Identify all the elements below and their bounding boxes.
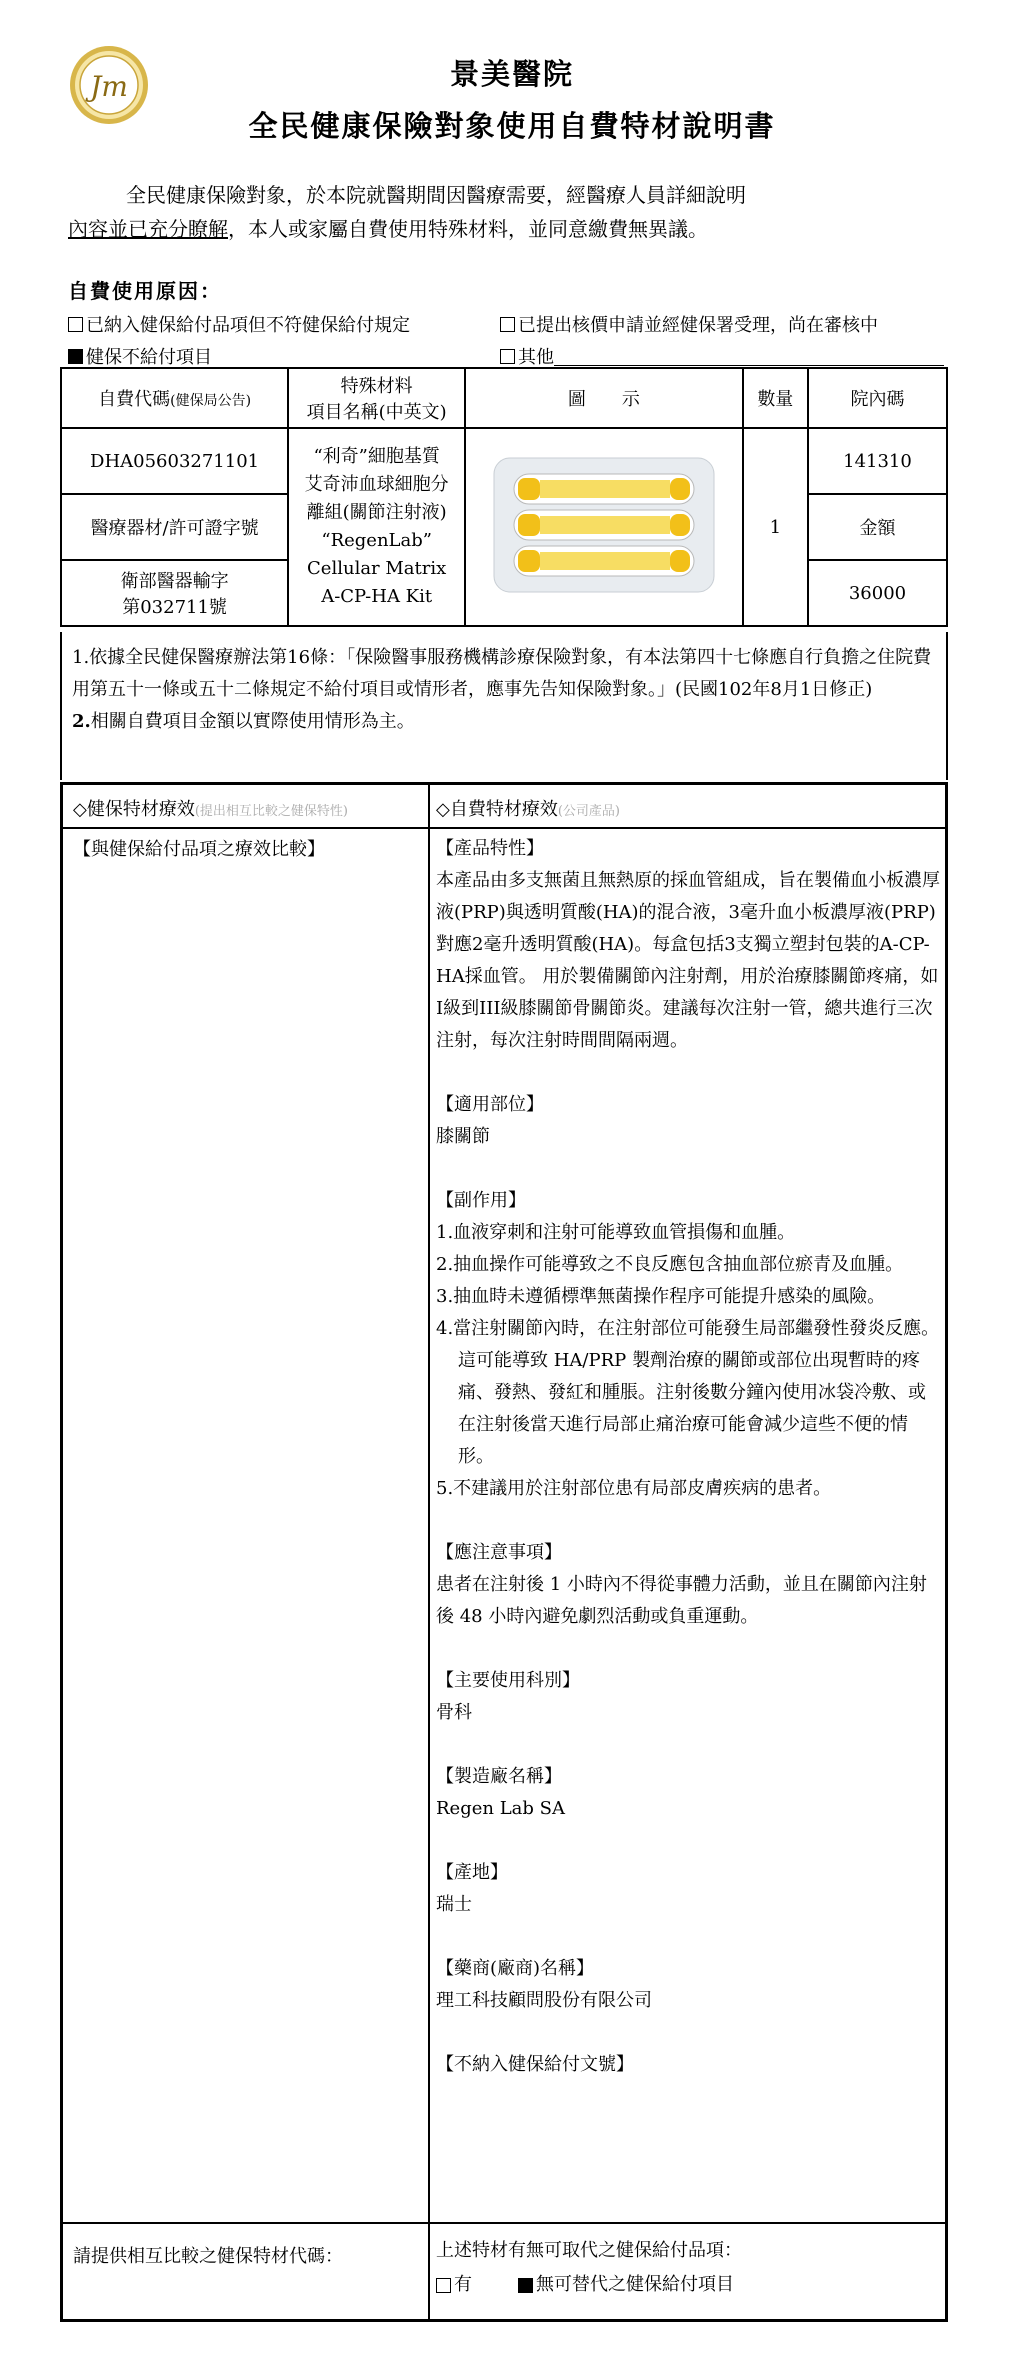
manufacturer-text: Regen Lab SA (436, 1798, 565, 1819)
substitute-option-yes[interactable]: 有 (436, 2269, 472, 2301)
header-code: 自費代碼(健保局公告) (61, 368, 288, 428)
header-qty: 數量 (743, 368, 808, 428)
intro-paragraph (68, 178, 958, 246)
caution-title: 【應注意事項】 (436, 1542, 562, 1563)
self-pay-effect-body (436, 833, 941, 2081)
hospital-name: 景美醫院 (449, 57, 574, 91)
qty-value: 1 (743, 428, 808, 626)
reason-heading: 自費使用原因： (68, 279, 222, 303)
intro-underlined: 內容並已充分瞭解 (68, 217, 228, 241)
header-image: 圖 示 (465, 368, 742, 428)
checkbox-unchecked[interactable] (436, 2278, 451, 2293)
vial-1 (514, 474, 694, 504)
department-text: 骨科 (436, 1702, 472, 1723)
note-1: 1.依據全民健保醫療辦法第16條：「保險醫事服務機構診療保險對象，有本法第四十七條應自行負擔之住院費用第五十一條或五十二條規定不給付項目或情形者，應事先告知保險對象。」(民國102年8月1日修正) (72, 647, 932, 700)
site-text: 膝關節 (436, 1126, 490, 1147)
features-title: 【產品特性】 (436, 838, 544, 859)
features-text: 本產品由多支無菌且無熱原的採血管組成，旨在製備血小板濃厚液(PRP)與透明質酸(HA)的混合液，3毫升血小板濃厚液(PRP)對應2毫升透明質酸(HA)。每盒包括3支獨立塑封包裝的A-CP-HA採血管。 用於製備關節內注射劑，用於治療膝關節疼痛，如I級到III級膝關節骨關節炎。建議每次注射一管，總共進行三次注射，每次注射時間間隔兩週。 (436, 870, 940, 1051)
notes-section (60, 632, 948, 780)
checkbox-checked[interactable] (68, 349, 83, 364)
amount-label: 金額 (808, 494, 947, 560)
intro-line-1: 全民健康保險對象，於本院就醫期間因醫療需要，經醫療人員詳細說明 (126, 183, 746, 207)
agent-text: 理工科技顧問股份有限公司 (436, 1990, 652, 2011)
checkbox-unchecked[interactable] (500, 349, 515, 364)
substitute-option-none[interactable]: 無可替代之健保給付項目 (518, 2269, 734, 2301)
caution-text: 患者在注射後 1 小時內不得從事體力活動，並且在關節內注射後 48 小時內避免劇烈活動或負重運動。 (436, 1574, 927, 1627)
column-divider (428, 785, 430, 2319)
site-title: 【適用部位】 (436, 1094, 544, 1115)
vial-2 (514, 510, 694, 540)
document-title: 全民健康保險對象使用自費特材說明書 (248, 109, 776, 143)
origin-title: 【產地】 (436, 1862, 508, 1883)
side-effect-item: 4.當注射關節內時，在注射部位可能發生局部繼發性發炎反應。這可能導致 HA/PRP 製劑治療的關節或部位出現暫時的疼痛、發熱、發紅和腫脹。注射後數分鐘內使用冰袋冷敷、或在注射後當天進行局部止痛治療可能會減少這些不便的情形。 (436, 1318, 940, 1467)
manufacturer-title: 【製造廠名稱】 (436, 1766, 562, 1787)
nhi-code-request: 請提供相互比較之健保特材代碼： (73, 2246, 343, 2267)
nhi-effect-header: ◇健保特材療效(提出相互比較之健保特性) (73, 799, 348, 820)
checkbox-unchecked[interactable] (68, 317, 83, 332)
item-name: “利奇”細胞基質 艾奇沛血球細胞分 離組(關節注射液) “RegenLab” Cellular Matrix A-CP-HA Kit (288, 428, 465, 626)
intro-line-2: ，本人或家屬自費使用特殊材料，並同意繳費無異議。 (228, 217, 708, 241)
department-title: 【主要使用科別】 (436, 1670, 580, 1691)
side-effects-title: 【副作用】 (436, 1190, 526, 1211)
effect-header-row (63, 785, 945, 829)
non-reimbursement-title: 【不納入健保給付文號】 (436, 2054, 634, 2075)
vial-kit-image (484, 450, 724, 600)
note-2: 2.相關自費項目金額以實際使用情形為主。 (72, 711, 415, 732)
bottom-row-divider (63, 2222, 945, 2224)
product-image (465, 428, 742, 626)
effect-comparison-table (60, 782, 948, 2322)
side-effect-item: 1.血液穿刺和注射可能導致血管損傷和血腫。 (436, 1222, 796, 1243)
agent-title: 【藥商(廠商)名稱】 (436, 1958, 595, 1979)
license-value: 衛部醫器輸字 第032711號 (61, 560, 288, 626)
nhi-comparison-title: 【與健保給付品項之療效比較】 (73, 839, 325, 860)
substitute-question: 上述特材有無可取代之健保給付品項： 有 無可替代之健保給付項目 (436, 2235, 941, 2301)
vial-3 (514, 546, 694, 576)
side-effect-item: 3.抽血時未遵循標準無菌操作程序可能提升感染的風險。 (436, 1286, 886, 1307)
svg-text:Jm: Jm (90, 70, 128, 103)
side-effect-item: 2.抽血操作可能導致之不良反應包含抽血部位瘀青及血腫。 (436, 1254, 904, 1275)
spec-table (60, 367, 948, 627)
self-pay-effect-header: ◇自費特材療效(公司產品) (436, 799, 620, 820)
amount-value: 36000 (808, 560, 947, 626)
reason-option-3[interactable]: 健保不給付項目 (68, 343, 212, 369)
checkbox-checked[interactable] (518, 2278, 533, 2293)
hosp-code-value: 141310 (808, 428, 947, 494)
header-item: 特殊材料 項目名稱(中英文) (288, 368, 465, 428)
side-effect-item: 5.不建議用於注射部位患有局部皮膚疾病的患者。 (436, 1478, 832, 1499)
reason-option-2[interactable]: 已提出核價申請並經健保署受理，尚在審核中 (500, 311, 878, 337)
reason-option-4[interactable]: 其他 (500, 343, 944, 369)
checkbox-unchecked[interactable] (500, 317, 515, 332)
code-value: DHA05603271101 (61, 428, 288, 494)
reason-option-1[interactable]: 已納入健保給付品項但不符健保給付規定 (68, 311, 410, 337)
side-effects-list (436, 1217, 941, 1505)
license-label: 醫療器材/許可證字號 (61, 494, 288, 560)
origin-text: 瑞士 (436, 1894, 472, 1915)
other-blank-line (554, 347, 944, 366)
header-hosp-code: 院內碼 (808, 368, 947, 428)
